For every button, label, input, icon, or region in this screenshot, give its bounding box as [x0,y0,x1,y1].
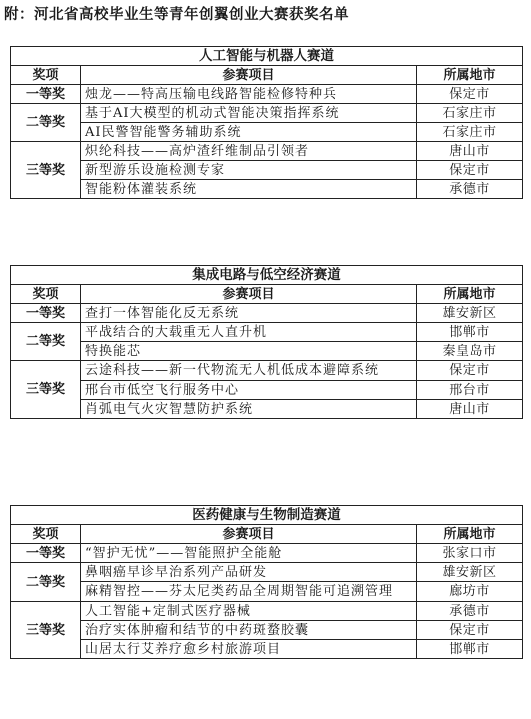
award-level: 二等奖 [11,323,81,361]
award-level: 三等奖 [11,361,81,419]
project-name: 云途科技——新一代物流无人机低成本避障系统 [81,361,417,381]
table-row [11,85,523,104]
header-project: 参赛项目 [81,525,417,544]
project-location: 唐山市 [417,400,523,419]
table-row [11,342,523,361]
track-title: 人工智能与机器人赛道 [11,47,523,66]
table-row [11,304,523,323]
project-location: 张家口市 [417,544,523,563]
table-row [11,381,523,400]
project-name: 炽纶科技——高炉渣纤维制品引领者 [81,142,417,161]
table-row [11,142,523,161]
project-location: 邢台市 [417,381,523,400]
document-title: 附：河北省高校毕业生等青年创翼创业大赛获奖名单 [4,6,349,23]
award-level: 一等奖 [11,544,81,563]
project-name: 烛龙——特高压输电线路智能检修特种兵 [81,85,417,104]
project-name: 智能粉体灌装系统 [81,180,417,199]
header-award: 奖项 [11,66,81,85]
project-name: 麻精智控——芬太尼类药品全周期智能可追溯管理 [81,582,417,602]
header-location: 所属地市 [417,66,523,85]
header-project: 参赛项目 [81,285,417,304]
project-name: AI民警智能警务辅助系统 [81,123,417,142]
table-row [11,563,523,582]
project-name: 特换能芯 [81,342,417,361]
award-table-medical-bio [10,505,523,659]
award-level: 三等奖 [11,602,81,659]
table-row [11,544,523,563]
project-name: 邢台市低空飞行服务中心 [81,381,417,400]
project-location: 邯郸市 [417,323,523,342]
project-location: 保定市 [417,621,523,640]
project-location: 保定市 [417,161,523,180]
project-location: 雄安新区 [417,304,523,323]
project-location: 雄安新区 [417,563,523,582]
project-name: 鼻咽癌早诊早治系列产品研发 [81,563,417,582]
header-location: 所属地市 [417,285,523,304]
project-location: 廊坊市 [417,582,523,602]
table-row [11,361,523,381]
project-name: 治疗实体肿瘤和结节的中药斑蝥胶囊 [81,621,417,640]
project-name: 新型游乐设施检测专家 [81,161,417,180]
table-row [11,180,523,199]
table-row [11,582,523,602]
table-row [11,323,523,342]
project-name: 基于AI大模型的机动式智能决策指挥系统 [81,104,417,123]
award-level: 三等奖 [11,142,81,199]
award-level: 一等奖 [11,304,81,323]
table-row [11,400,523,419]
award-level: 二等奖 [11,563,81,602]
table-row [11,621,523,640]
track-title: 集成电路与低空经济赛道 [11,266,523,285]
award-level: 一等奖 [11,85,81,104]
project-location: 秦皇岛市 [417,342,523,361]
track-title: 医药健康与生物制造赛道 [11,506,523,525]
project-name: 肖弧电气火灾智慧防护系统 [81,400,417,419]
header-project: 参赛项目 [81,66,417,85]
project-location: 保定市 [417,85,523,104]
project-location: 石家庄市 [417,123,523,142]
table-row [11,640,523,659]
table-row [11,602,523,621]
award-table-ic-low-altitude [10,265,523,419]
project-location: 唐山市 [417,142,523,161]
project-name: 平战结合的大载重无人直升机 [81,323,417,342]
project-location: 石家庄市 [417,104,523,123]
project-location: 承德市 [417,180,523,199]
project-location: 邯郸市 [417,640,523,659]
award-level: 二等奖 [11,104,81,142]
header-award: 奖项 [11,525,81,544]
project-name: 人工智能+定制式医疗器械 [81,602,417,621]
project-location: 保定市 [417,361,523,381]
header-location: 所属地市 [417,525,523,544]
header-award: 奖项 [11,285,81,304]
award-table-ai-robotics [10,46,523,199]
project-name: 山居太行艾养疗愈乡村旅游项目 [81,640,417,659]
table-row [11,161,523,180]
project-name: “智护无忧”——智能照护全能舱 [81,544,417,563]
table-row [11,104,523,123]
project-location: 承德市 [417,602,523,621]
table-row [11,123,523,142]
project-name: 查打一体智能化反无系统 [81,304,417,323]
